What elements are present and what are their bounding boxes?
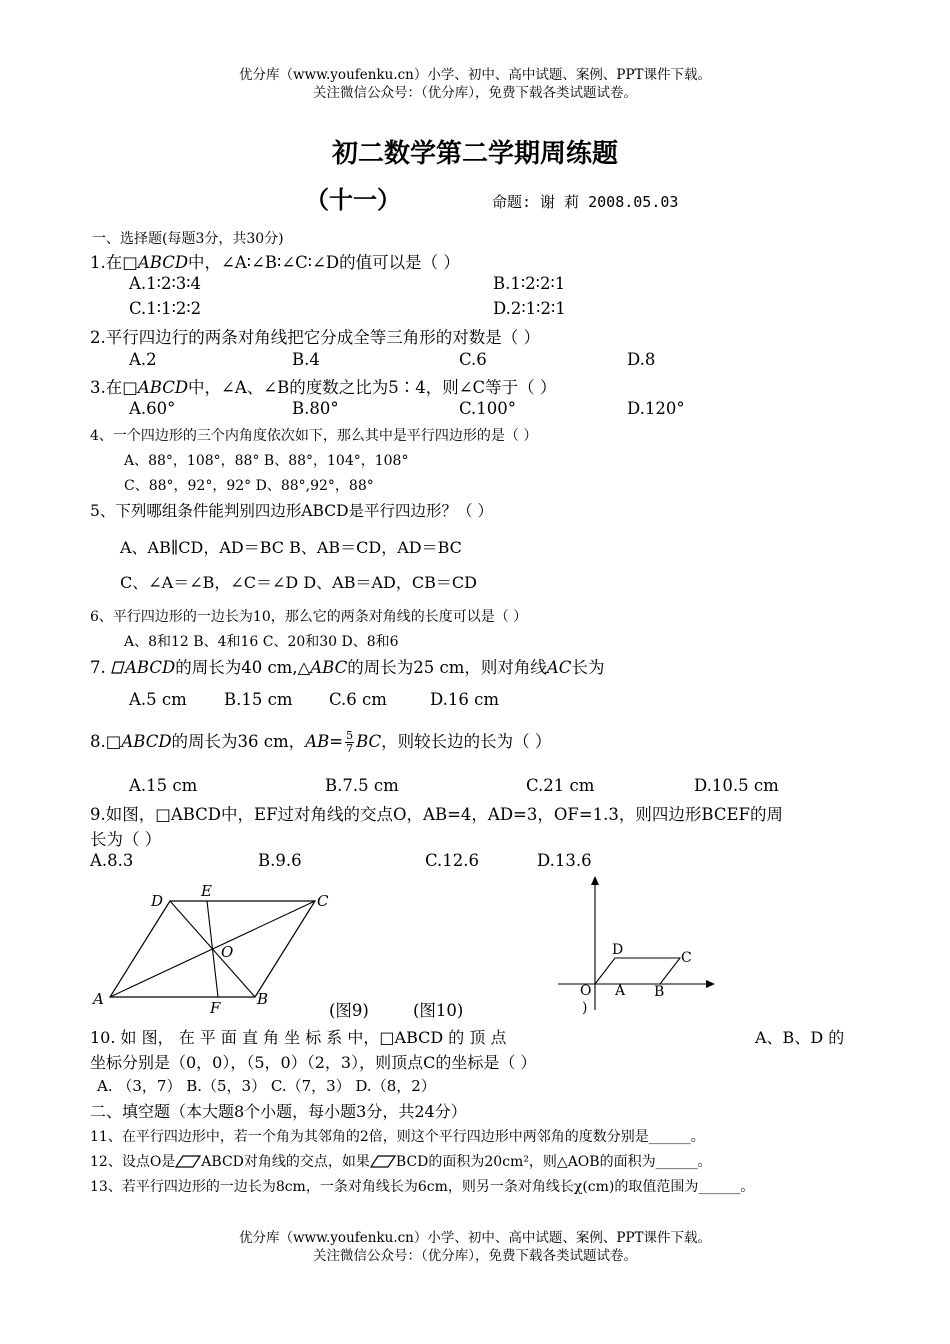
q3-stem-a: 3.在: [90, 378, 123, 397]
q4-options-cd: C、88°，92°，92° D、88°,92°，88°: [124, 478, 374, 494]
fraction-numerator: 5: [346, 729, 354, 742]
header-line-2: 关注微信公众号：（优分库），免费下载各类试题试卷。: [313, 85, 637, 101]
q7-stem-c: 的周长为40 cm,△: [175, 658, 311, 677]
fig9-label-d: D: [151, 892, 164, 910]
footer-line-2: 关注微信公众号：（优分库），免费下载各类试题试卷。: [313, 1248, 637, 1264]
q1-stem-c: 中，∠A∶∠B∶∠C∶∠D的值可以是（ ）: [188, 253, 460, 272]
question-3: [90, 374, 556, 398]
q7-stem-e: 的周长为25 cm，则对角线: [347, 658, 547, 677]
fig10-label-d: D: [612, 942, 624, 958]
q7-option-a: A.5 cm: [129, 690, 187, 709]
footer-line-1: 优分库（www.youfenku.cn）小学、初中、高中试题、案例、PPT课件下载。: [238, 1230, 712, 1246]
q12-stem-a: 12、设点O是: [90, 1154, 176, 1170]
fig10-label-a: A: [615, 983, 626, 999]
section2-heading: 二、填空题（本大题8个小题，每小题3分，共24分）: [90, 1102, 467, 1121]
q8-option-a: A.15 cm: [129, 776, 198, 795]
question-7: [90, 654, 604, 678]
q8-stem-b: ABCD: [121, 732, 172, 751]
q12-stem-b: ABCD对角线的交点，如果: [201, 1154, 370, 1170]
parallelogram-symbol-icon: [175, 1154, 201, 1168]
q8-stem-d: AB: [305, 732, 330, 751]
fig9-label-f: F: [210, 999, 221, 1015]
figure-10: [555, 870, 725, 1015]
question-9-line-2: 长为（ ）: [90, 830, 162, 849]
question-10-line-1: [90, 1025, 506, 1048]
question-13: 13、若平行四边形的一边长为8cm，一条对角线长为6cm，则另一条对角线长χ(cm)的取值范围为______。: [90, 1179, 755, 1195]
parallelogram-box-icon: □: [122, 253, 138, 272]
q10-stem-c: A、B、D 的: [755, 1028, 845, 1047]
q7-option-b: B.15 cm: [224, 690, 293, 709]
q3-option-b: B.80°: [292, 399, 339, 418]
parallelogram-box-icon: □: [122, 378, 138, 397]
fig10-label-o: O: [580, 983, 592, 999]
q7-option-c: C.6 cm: [329, 690, 387, 709]
header-line-1: 优分库（www.youfenku.cn）小学、初中、高中试题、案例、PPT课件下载。: [238, 67, 712, 83]
fig9-label-c: C: [317, 892, 329, 910]
arrow-up-icon: [591, 876, 599, 885]
fig9-label-b: B: [257, 990, 269, 1008]
q7-stem-d: ABC: [310, 658, 348, 677]
parallelogram-box-icon: □: [105, 732, 122, 751]
parallelogram-symbol-icon: [111, 660, 125, 674]
q7-option-d: D.16 cm: [430, 690, 500, 709]
q2-option-b: B.4: [292, 350, 320, 369]
page-subtitle: （十一）: [305, 185, 401, 214]
q1-option-b: B.1∶2∶2∶1: [493, 274, 566, 293]
q6-options: A、8和12 B、4和16 C、20和30 D、8和6: [124, 634, 399, 650]
q1-stem-b: ABCD: [137, 253, 189, 272]
question-4: 4、一个四边形的三个内角度依次如下，那么其中是平行四边形的是（ ）: [90, 428, 538, 444]
question-11: 11、在平行四边形中，若一个角为其邻角的2倍，则这个平行四边形中两邻角的度数分别是______。: [90, 1129, 705, 1145]
q5-options-cd: C、∠A＝∠B，∠C＝∠D D、AB＝AD，CB＝CD: [120, 573, 477, 592]
q8-stem-a: 8.: [90, 732, 106, 751]
q1-stem-a: 1.在: [90, 253, 123, 272]
q3-option-c: C.100°: [459, 399, 517, 418]
q12-stem-c: BCD的面积为20cm²，则△AOB的面积为______。: [395, 1154, 712, 1170]
q10-options: A. （3，7） B.（5，3） C.（7，3） D.（8，2）: [97, 1077, 436, 1095]
page-title: 初二数学第二学期周练题: [331, 139, 618, 169]
q10-stem-a: 10. 如 图， 在 平 面 直 角 坐 标 系 中，: [90, 1028, 380, 1047]
q10-stem-b: ABCD 的 顶 点: [394, 1028, 507, 1047]
fig10-stray-paren: ): [582, 1000, 588, 1015]
q8-option-b: B.7.5 cm: [325, 776, 399, 795]
q7-stem-g: 长为: [571, 658, 605, 677]
q7-stem-b: ABCD: [125, 658, 176, 677]
q3-option-d: D.120°: [627, 399, 685, 418]
q7-stem-a: 7.: [90, 658, 106, 677]
fraction-denominator: 7: [346, 742, 354, 755]
q1-option-d: D.2∶1∶2∶1: [493, 299, 566, 318]
q1-option-c: C.1∶1∶2∶2: [129, 299, 202, 318]
fig10-label-b: B: [654, 984, 665, 1000]
q2-option-c: C.6: [459, 350, 487, 369]
section1-heading: 一、选择题(每题3分，共30分): [92, 231, 284, 247]
q4-options-ab: A、88°，108°，88° B、88°，104°，108°: [124, 453, 409, 469]
question-1: [90, 249, 460, 273]
q8-option-c: C.21 cm: [526, 776, 595, 795]
q9-option-d: D.13.6: [537, 851, 592, 870]
question-9-line-1: 9.如图，□ABCD中，EF过对角线的交点O，AB=4，AD=3，OF=1.3，则四边形BCEF的周: [90, 805, 783, 824]
figure-9-caption: (图9): [329, 1001, 369, 1020]
q2-option-d: D.8: [627, 350, 656, 369]
q9-option-b: B.9.6: [258, 851, 302, 870]
question-5: 5、下列哪组条件能判别四边形ABCD是平行四边形？（ ）: [90, 502, 493, 520]
question-2: 2.平行四边行的两条对角线把它分成全等三角形的对数是（ ）: [90, 328, 540, 347]
fig9-label-e: E: [201, 882, 212, 900]
q1-option-a: A.1∶2∶3∶4: [129, 274, 202, 293]
arrow-right-icon: [706, 980, 715, 988]
fig9-label-o: O: [221, 943, 234, 961]
fig9-label-a: A: [93, 990, 104, 1008]
q8-stem-c: 的周长为36 cm，: [171, 732, 306, 751]
figure-10-caption: (图10): [413, 1001, 464, 1020]
question-12: [90, 1151, 712, 1171]
parallelogram-symbol-icon: [370, 1154, 396, 1168]
q9-option-a: A.8.3: [90, 851, 134, 870]
fig10-parallelogram: [595, 958, 680, 984]
q5-options-ab: A、AB∥CD，AD＝BC B、AB＝CD，AD＝BC: [120, 538, 462, 557]
parallelogram-box-icon: □: [379, 1028, 395, 1047]
question-8: [90, 728, 551, 755]
q8-stem-g: ，则较长边的长为（ ）: [381, 732, 552, 751]
fraction: [345, 730, 354, 755]
fig10-label-c: C: [681, 950, 692, 966]
q8-option-d: D.10.5 cm: [694, 776, 779, 795]
fig9-segment-ef: [207, 901, 218, 997]
q8-stem-f: BC: [356, 732, 382, 751]
author-line: 命题: 谢 莉 2008.05.03: [492, 193, 679, 211]
q7-stem-f: AC: [546, 658, 572, 677]
question-10-line-2: 坐标分别是（0，0），（5，0）（2，3），则顶点C的坐标是（ ）: [90, 1053, 537, 1072]
figure-9: [85, 875, 345, 1015]
q9-option-c: C.12.6: [425, 851, 480, 870]
q3-option-a: A.60°: [129, 399, 176, 418]
q2-option-a: A.2: [129, 350, 157, 369]
q8-stem-e: =: [329, 732, 344, 751]
question-6: 6、平行四边形的一边长为10，那么它的两条对角线的长度可以是（ ）: [90, 609, 528, 625]
q3-stem-b: ABCD: [137, 378, 189, 397]
q3-stem-c: 中，∠A、∠B的度数之比为5∶4，则∠C等于（ ）: [188, 378, 557, 397]
